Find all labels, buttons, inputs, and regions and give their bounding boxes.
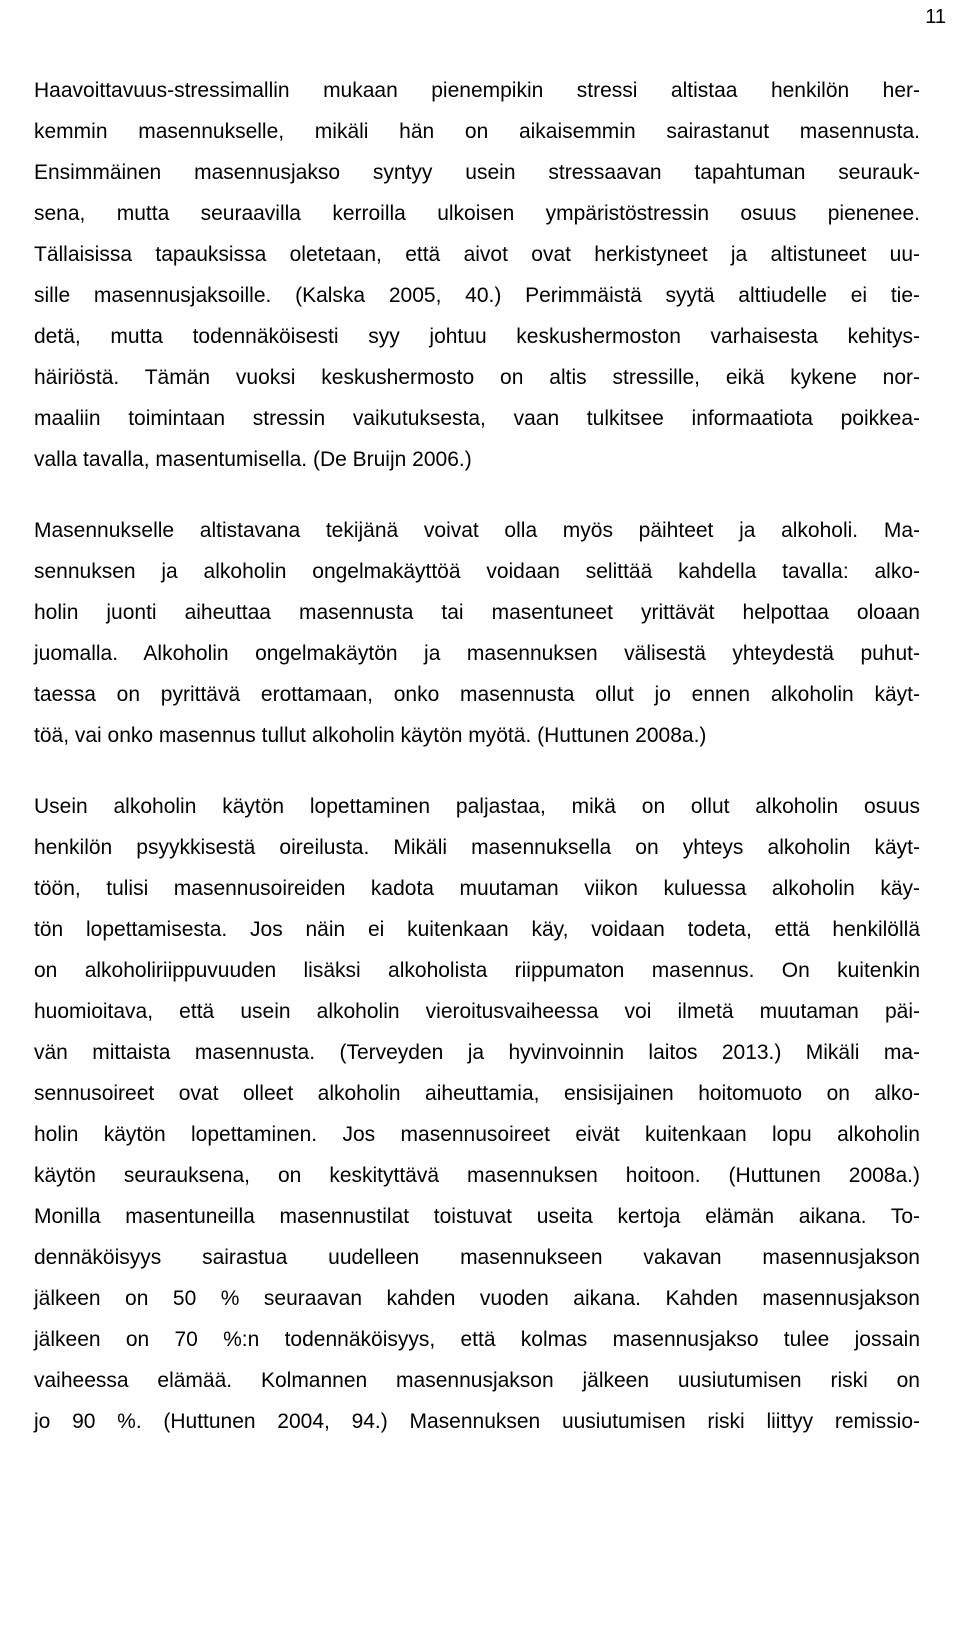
text-line: Tällaisissa tapauksissa oletetaan, että aivot ovat herkistyneet ja altistuneet uu-	[34, 243, 920, 266]
text-line: on alkoholiriippuvuuden lisäksi alkoholista riippumaton masennus. On kuitenkin	[34, 959, 920, 982]
text-line: töä, vai onko masennus tullut alkoholin käytön myötä. (Huttunen 2008a.)	[34, 724, 707, 747]
text-line: Haavoittavuus-stressimallin mukaan pienempikin stressi altistaa henkilön her-	[34, 79, 920, 102]
text-line: dennäköisyys sairastua uudelleen masennukseen vakavan masennusjakson	[34, 1246, 920, 1269]
text-line: taessa on pyrittävä erottamaan, onko masennusta ollut jo ennen alkoholin käyt-	[34, 683, 920, 706]
text-line: Usein alkoholin käytön lopettaminen paljastaa, mikä on ollut alkoholin osuus	[34, 795, 920, 818]
text-line: jälkeen on 50 % seuraavan kahden vuoden aikana. Kahden masennusjakson	[34, 1287, 920, 1310]
paragraph-2	[34, 510, 920, 756]
text-line: sennuksen ja alkoholin ongelmakäyttöä voidaan selittää kahdella tavalla: alko-	[34, 560, 920, 583]
text-line: vän mittaista masennusta. (Terveyden ja hyvinvoinnin laitos 2013.) Mikäli ma-	[34, 1041, 920, 1064]
document-body	[34, 70, 920, 1442]
text-line: häiriöstä. Tämän vuoksi keskushermosto on altis stressille, eikä kykene nor-	[34, 366, 920, 389]
text-line: jälkeen on 70 %:n todennäköisyys, että kolmas masennusjakso tulee jossain	[34, 1328, 920, 1351]
text-line: valla tavalla, masentumisella. (De Bruijn 2006.)	[34, 448, 472, 471]
text-line: huomioitava, että usein alkoholin vieroitusvaiheessa voi ilmetä muutaman päi-	[34, 1000, 920, 1023]
text-line: töön, tulisi masennusoireiden kadota muutaman viikon kuluessa alkoholin käy-	[34, 877, 920, 900]
text-line: juomalla. Alkoholin ongelmakäytön ja masennuksen välisestä yhteydestä puhut-	[34, 642, 920, 665]
text-line: jo 90 %. (Huttunen 2004, 94.) Masennuksen uusiutumisen riski liittyy remissio-	[34, 1410, 920, 1433]
text-line: Masennukselle altistavana tekijänä voivat olla myös päihteet ja alkoholi. Ma-	[34, 519, 920, 542]
text-line: holin juonti aiheuttaa masennusta tai masentuneet yrittävät helpottaa oloaan	[34, 601, 920, 624]
text-line: maaliin toimintaan stressin vaikutuksesta, vaan tulkitsee informaatiota poikkea-	[34, 407, 920, 430]
text-line: käytön seurauksena, on keskityttävä masennuksen hoitoon. (Huttunen 2008a.)	[34, 1164, 920, 1187]
page-number: 11	[925, 6, 946, 28]
text-line: tön lopettamisesta. Jos näin ei kuitenkaan käy, voidaan todeta, että henkilöllä	[34, 918, 920, 941]
text-line: sille masennusjaksoille. (Kalska 2005, 40.) Perimmäistä syytä alttiudelle ei tie-	[34, 284, 920, 307]
text-line: sennusoireet ovat olleet alkoholin aiheuttamia, ensisijainen hoitomuoto on alko-	[34, 1082, 920, 1105]
text-line: detä, mutta todennäköisesti syy johtuu keskushermoston varhaisesta kehitys-	[34, 325, 920, 348]
text-line: kemmin masennukselle, mikäli hän on aikaisemmin sairastanut masennusta.	[34, 120, 920, 143]
text-line: henkilön psyykkisestä oireilusta. Mikäli masennuksella on yhteys alkoholin käyt-	[34, 836, 920, 859]
paragraph-3	[34, 786, 920, 1442]
text-line: holin käytön lopettaminen. Jos masennusoireet eivät kuitenkaan lopu alkoholin	[34, 1123, 920, 1146]
text-line: Monilla masentuneilla masennustilat toistuvat useita kertoja elämän aikana. To-	[34, 1205, 920, 1228]
text-line: sena, mutta seuraavilla kerroilla ulkoisen ympäristöstressin osuus pienenee.	[34, 202, 920, 225]
paragraph-1	[34, 70, 920, 480]
text-line: vaiheessa elämää. Kolmannen masennusjakson jälkeen uusiutumisen riski on	[34, 1369, 920, 1392]
text-line: Ensimmäinen masennusjakso syntyy usein stressaavan tapahtuman seurauk-	[34, 161, 920, 184]
